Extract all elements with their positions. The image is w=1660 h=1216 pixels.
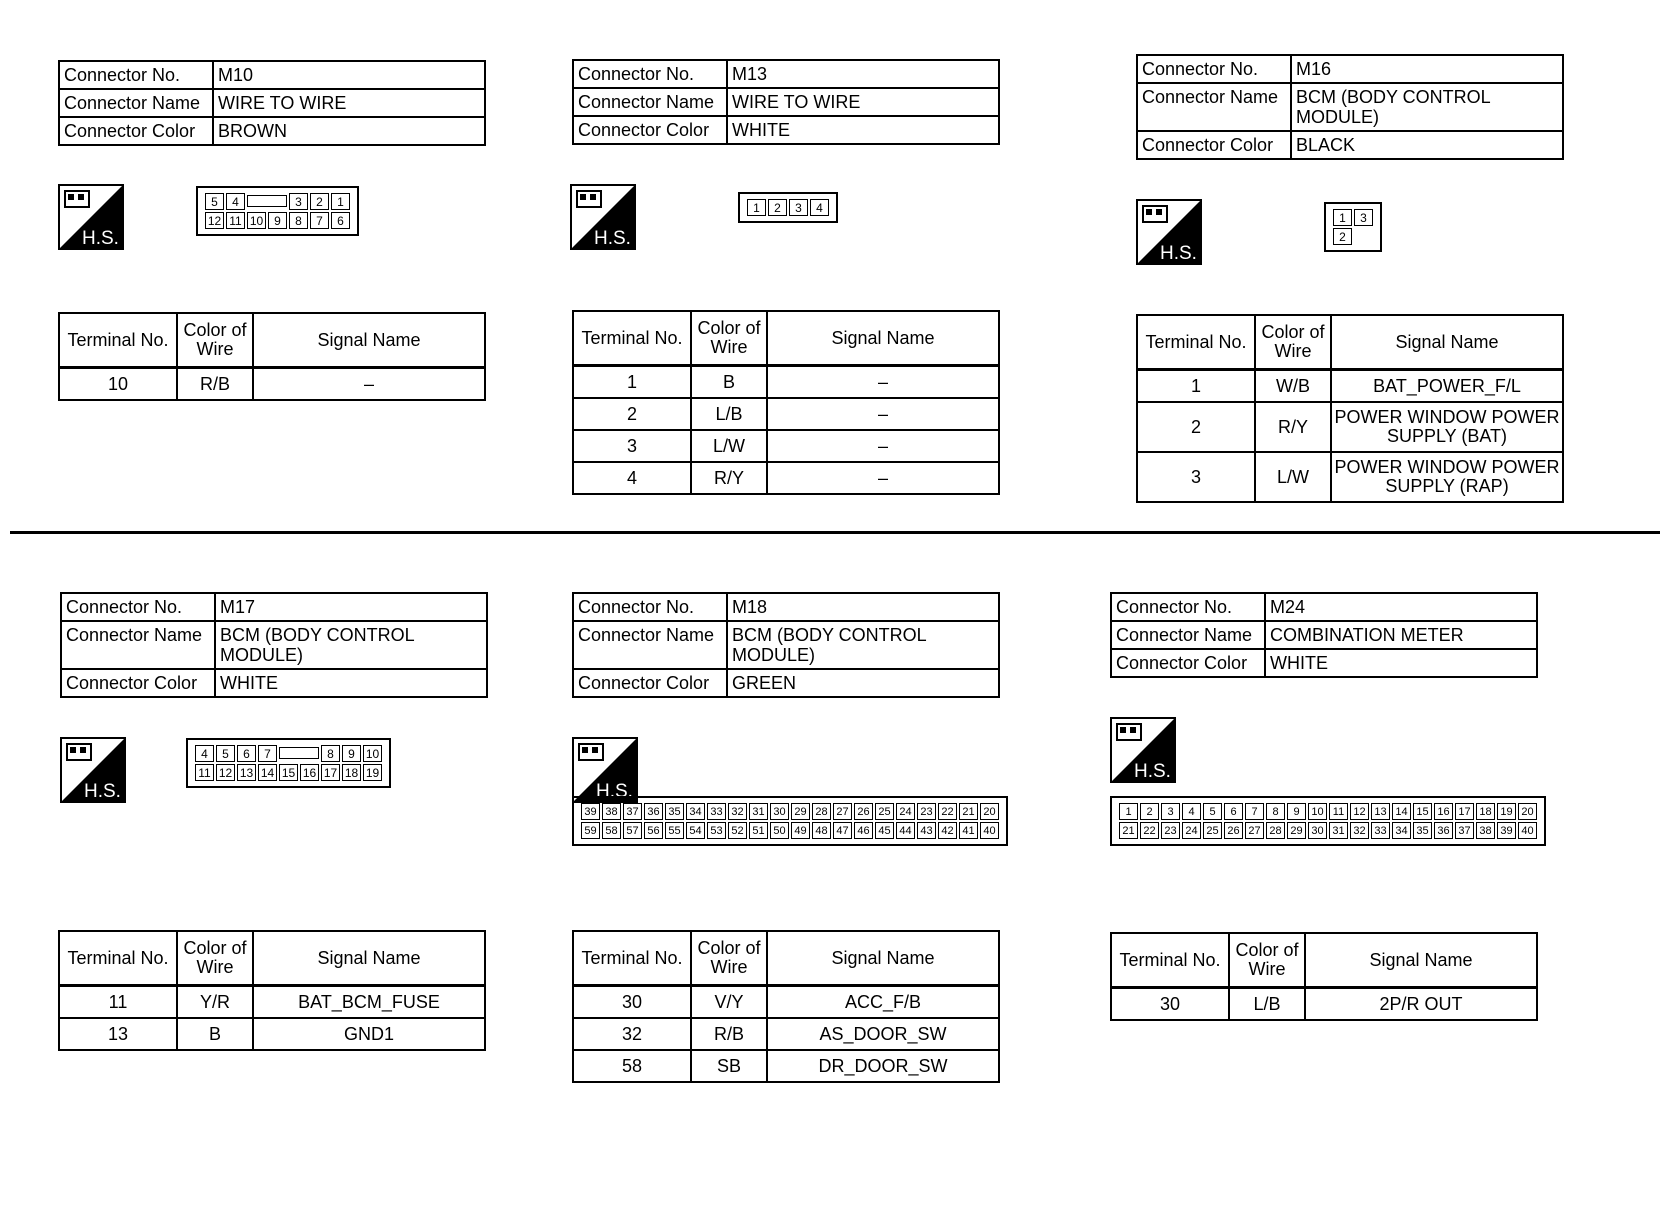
pin: 20 bbox=[980, 803, 999, 820]
wire-color: L/B bbox=[691, 398, 767, 430]
wire-color: R/B bbox=[691, 1018, 767, 1050]
pin: 55 bbox=[665, 822, 684, 839]
pin: 13 bbox=[1371, 803, 1390, 820]
pin: 10 bbox=[247, 212, 266, 229]
connector-color-label: Connector Color bbox=[61, 669, 215, 697]
pin: 2 bbox=[310, 193, 329, 210]
pin: 11 bbox=[226, 212, 245, 229]
svg-text:H.S.: H.S. bbox=[596, 781, 633, 802]
connector-no-value: M16 bbox=[1291, 55, 1563, 83]
pin: 6 bbox=[237, 745, 256, 762]
pin: 1 bbox=[1333, 209, 1352, 226]
connector-color-value: GREEN bbox=[727, 669, 999, 697]
pin: 1 bbox=[1119, 803, 1138, 820]
connector-name-value: COMBINATION METER bbox=[1265, 621, 1537, 649]
pin: 4 bbox=[1182, 803, 1201, 820]
pin: 29 bbox=[1287, 822, 1306, 839]
pin: 39 bbox=[581, 803, 600, 820]
pin: 27 bbox=[833, 803, 852, 820]
pin: 4 bbox=[810, 199, 829, 216]
wire-color-header: Color of Wire bbox=[691, 931, 767, 986]
pin: 8 bbox=[289, 212, 308, 229]
table-row bbox=[573, 462, 999, 494]
terminal-no-header: Terminal No. bbox=[573, 931, 691, 986]
hs-icon bbox=[572, 737, 638, 803]
wire-color-header: Color of Wire bbox=[1229, 933, 1305, 988]
hs-icon bbox=[1110, 717, 1176, 783]
connector-info-table bbox=[572, 592, 1000, 698]
pin: 14 bbox=[1392, 803, 1411, 820]
pin: 5 bbox=[1203, 803, 1222, 820]
connector-color-label: Connector Color bbox=[1111, 649, 1265, 677]
pin: 20 bbox=[1518, 803, 1537, 820]
pin: 5 bbox=[216, 745, 235, 762]
pin: 26 bbox=[1224, 822, 1243, 839]
pin: 3 bbox=[1354, 209, 1373, 226]
pin: 18 bbox=[342, 764, 361, 781]
connector-info-table bbox=[1110, 592, 1538, 678]
signal-name-header: Signal Name bbox=[1305, 933, 1537, 988]
pin: 28 bbox=[812, 803, 831, 820]
pin: 34 bbox=[686, 803, 705, 820]
table-row bbox=[573, 366, 999, 399]
pin: 22 bbox=[1140, 822, 1159, 839]
wire-color-header: Color of Wire bbox=[177, 313, 253, 368]
connector-color-label: Connector Color bbox=[59, 117, 213, 145]
pin: 12 bbox=[216, 764, 235, 781]
pin: 38 bbox=[1476, 822, 1495, 839]
pin: 14 bbox=[258, 764, 277, 781]
pin: 54 bbox=[686, 822, 705, 839]
terminal-table bbox=[572, 930, 1000, 1083]
signal-name: – bbox=[767, 430, 999, 462]
pin: 51 bbox=[749, 822, 768, 839]
pin: 9 bbox=[268, 212, 287, 229]
connector-no-value: M18 bbox=[727, 593, 999, 621]
pin: 4 bbox=[226, 193, 245, 210]
table-row bbox=[573, 1050, 999, 1082]
pin: 52 bbox=[728, 822, 747, 839]
pin: 5 bbox=[205, 193, 224, 210]
pin: 16 bbox=[1434, 803, 1453, 820]
signal-name-header: Signal Name bbox=[767, 931, 999, 986]
connector-no-value: M24 bbox=[1265, 593, 1537, 621]
pin: 59 bbox=[581, 822, 600, 839]
pin: 12 bbox=[205, 212, 224, 229]
pin: 28 bbox=[1266, 822, 1285, 839]
terminal-table bbox=[572, 310, 1000, 495]
pin: 46 bbox=[854, 822, 873, 839]
hs-icon bbox=[570, 184, 636, 250]
connector-name-label: Connector Name bbox=[1111, 621, 1265, 649]
signal-name: – bbox=[767, 398, 999, 430]
pin: 58 bbox=[602, 822, 621, 839]
wire-color: R/Y bbox=[1255, 402, 1331, 452]
signal-name: BAT_BCM_FUSE bbox=[253, 986, 485, 1019]
table-row bbox=[573, 1018, 999, 1050]
pin: 3 bbox=[1161, 803, 1180, 820]
pin: 49 bbox=[791, 822, 810, 839]
pin: 8 bbox=[321, 745, 340, 762]
terminal-table bbox=[1110, 932, 1538, 1021]
pin: 23 bbox=[917, 803, 936, 820]
terminal-no: 4 bbox=[573, 462, 691, 494]
signal-name: AS_DOOR_SW bbox=[767, 1018, 999, 1050]
svg-text:H.S.: H.S. bbox=[84, 781, 121, 802]
pin: 36 bbox=[1434, 822, 1453, 839]
table-row bbox=[1137, 370, 1563, 403]
pin: 12 bbox=[1350, 803, 1369, 820]
wire-color: V/Y bbox=[691, 986, 767, 1019]
wire-color: L/W bbox=[691, 430, 767, 462]
pin: 17 bbox=[321, 764, 340, 781]
terminal-no-header: Terminal No. bbox=[1137, 315, 1255, 370]
hs-icon bbox=[60, 737, 126, 803]
wire-color: Y/R bbox=[177, 986, 253, 1019]
pin: 2 bbox=[1140, 803, 1159, 820]
wire-color: L/B bbox=[1229, 988, 1305, 1021]
pin: 11 bbox=[195, 764, 214, 781]
terminal-no-header: Terminal No. bbox=[573, 311, 691, 366]
connector-no-label: Connector No. bbox=[59, 61, 213, 89]
connector-face bbox=[1110, 796, 1546, 846]
connector-name-label: Connector Name bbox=[573, 88, 727, 116]
pin: 30 bbox=[1308, 822, 1327, 839]
pin: 9 bbox=[1287, 803, 1306, 820]
svg-text:H.S.: H.S. bbox=[1134, 761, 1171, 782]
pin: 16 bbox=[300, 764, 319, 781]
terminal-no: 1 bbox=[573, 366, 691, 399]
pin: 31 bbox=[1329, 822, 1348, 839]
table-row bbox=[573, 986, 999, 1019]
connector-color-value: WHITE bbox=[1265, 649, 1537, 677]
signal-name-header: Signal Name bbox=[1331, 315, 1563, 370]
signal-name-header: Signal Name bbox=[767, 311, 999, 366]
connector-no-label: Connector No. bbox=[573, 593, 727, 621]
connector-no-value: M10 bbox=[213, 61, 485, 89]
pin: 15 bbox=[1413, 803, 1432, 820]
wire-color: B bbox=[691, 366, 767, 399]
svg-text:H.S.: H.S. bbox=[1160, 243, 1197, 264]
pin: 37 bbox=[1455, 822, 1474, 839]
connector-color-value: WHITE bbox=[727, 116, 999, 144]
pin: 17 bbox=[1455, 803, 1474, 820]
wire-color: W/B bbox=[1255, 370, 1331, 403]
pin: 45 bbox=[875, 822, 894, 839]
connector-info-table bbox=[1136, 54, 1564, 160]
connector-no-value: M17 bbox=[215, 593, 487, 621]
connector-color-label: Connector Color bbox=[573, 116, 727, 144]
signal-name: GND1 bbox=[253, 1018, 485, 1050]
pin: 24 bbox=[896, 803, 915, 820]
connector-name-value: BCM (BODY CONTROL MODULE) bbox=[215, 621, 487, 669]
signal-name: BAT_POWER_F/L bbox=[1331, 370, 1563, 403]
pin: 31 bbox=[749, 803, 768, 820]
pin: 19 bbox=[363, 764, 382, 781]
wire-color: L/W bbox=[1255, 452, 1331, 502]
pin: 7 bbox=[1245, 803, 1264, 820]
connector-face bbox=[738, 192, 838, 223]
table-row bbox=[573, 430, 999, 462]
signal-name-header: Signal Name bbox=[253, 931, 485, 986]
table-row bbox=[59, 986, 485, 1019]
terminal-no-header: Terminal No. bbox=[59, 313, 177, 368]
pin: 8 bbox=[1266, 803, 1285, 820]
pin: 10 bbox=[1308, 803, 1327, 820]
pin: 3 bbox=[789, 199, 808, 216]
connector-name-label: Connector Name bbox=[61, 621, 215, 669]
terminal-table bbox=[58, 930, 486, 1051]
pin: 41 bbox=[959, 822, 978, 839]
pin: 50 bbox=[770, 822, 789, 839]
wire-color: R/Y bbox=[691, 462, 767, 494]
pin: 25 bbox=[875, 803, 894, 820]
pin: 1 bbox=[331, 193, 350, 210]
connector-color-value: WHITE bbox=[215, 669, 487, 697]
terminal-no: 30 bbox=[573, 986, 691, 1019]
pin: 35 bbox=[1413, 822, 1432, 839]
pin: 24 bbox=[1182, 822, 1201, 839]
pin: 27 bbox=[1245, 822, 1264, 839]
pin: 18 bbox=[1476, 803, 1495, 820]
terminal-no: 13 bbox=[59, 1018, 177, 1050]
pin: 38 bbox=[602, 803, 621, 820]
pin: 6 bbox=[331, 212, 350, 229]
pin: 26 bbox=[854, 803, 873, 820]
connector-name-value: BCM (BODY CONTROL MODULE) bbox=[727, 621, 999, 669]
terminal-no: 2 bbox=[1137, 402, 1255, 452]
table-row bbox=[573, 398, 999, 430]
signal-name: 2P/R OUT bbox=[1305, 988, 1537, 1021]
signal-name: ACC_F/B bbox=[767, 986, 999, 1019]
pin: 43 bbox=[917, 822, 936, 839]
terminal-no: 30 bbox=[1111, 988, 1229, 1021]
hs-icon bbox=[58, 184, 124, 250]
connector-no-label: Connector No. bbox=[1111, 593, 1265, 621]
pin: 9 bbox=[342, 745, 361, 762]
connector-name-value: WIRE TO WIRE bbox=[727, 88, 999, 116]
pin bbox=[279, 747, 319, 759]
pin: 11 bbox=[1329, 803, 1348, 820]
connector-no-label: Connector No. bbox=[61, 593, 215, 621]
terminal-no: 1 bbox=[1137, 370, 1255, 403]
connector-face bbox=[572, 796, 1008, 846]
pin: 21 bbox=[959, 803, 978, 820]
pin: 32 bbox=[1350, 822, 1369, 839]
signal-name-header: Signal Name bbox=[253, 313, 485, 368]
wire-color-header: Color of Wire bbox=[1255, 315, 1331, 370]
pin: 33 bbox=[707, 803, 726, 820]
connector-color-label: Connector Color bbox=[573, 669, 727, 697]
terminal-no: 10 bbox=[59, 368, 177, 401]
connector-no-value: M13 bbox=[727, 60, 999, 88]
connector-name-label: Connector Name bbox=[573, 621, 727, 669]
pin: 22 bbox=[938, 803, 957, 820]
wire-color: SB bbox=[691, 1050, 767, 1082]
svg-text:H.S.: H.S. bbox=[82, 228, 119, 249]
terminal-no: 2 bbox=[573, 398, 691, 430]
connector-no-label: Connector No. bbox=[573, 60, 727, 88]
connector-info-table bbox=[572, 59, 1000, 145]
connector-name-value: WIRE TO WIRE bbox=[213, 89, 485, 117]
table-row bbox=[1137, 402, 1563, 452]
pin: 42 bbox=[938, 822, 957, 839]
pin: 4 bbox=[195, 745, 214, 762]
terminal-no: 3 bbox=[1137, 452, 1255, 502]
section-divider bbox=[10, 531, 1660, 534]
terminal-no-header: Terminal No. bbox=[59, 931, 177, 986]
table-row bbox=[1111, 988, 1537, 1021]
connector-name-label: Connector Name bbox=[59, 89, 213, 117]
pin: 15 bbox=[279, 764, 298, 781]
pin: 29 bbox=[791, 803, 810, 820]
pin: 25 bbox=[1203, 822, 1222, 839]
pin: 6 bbox=[1224, 803, 1243, 820]
terminal-no-header: Terminal No. bbox=[1111, 933, 1229, 988]
pin: 21 bbox=[1119, 822, 1138, 839]
pin: 40 bbox=[980, 822, 999, 839]
terminal-table bbox=[58, 312, 486, 401]
connector-name-label: Connector Name bbox=[1137, 83, 1291, 131]
pin: 56 bbox=[644, 822, 663, 839]
pin: 33 bbox=[1371, 822, 1390, 839]
pin: 10 bbox=[363, 745, 382, 762]
wire-color: R/B bbox=[177, 368, 253, 401]
terminal-no: 3 bbox=[573, 430, 691, 462]
table-row bbox=[59, 368, 485, 401]
pin: 19 bbox=[1497, 803, 1516, 820]
pin: 32 bbox=[728, 803, 747, 820]
connector-face bbox=[186, 738, 391, 788]
signal-name: POWER WINDOW POWER SUPPLY (BAT) bbox=[1331, 402, 1563, 452]
connector-name-value: BCM (BODY CONTROL MODULE) bbox=[1291, 83, 1563, 131]
pin: 23 bbox=[1161, 822, 1180, 839]
signal-name: POWER WINDOW POWER SUPPLY (RAP) bbox=[1331, 452, 1563, 502]
hs-icon bbox=[1136, 199, 1202, 265]
signal-name: – bbox=[253, 368, 485, 401]
signal-name: – bbox=[767, 462, 999, 494]
pin: 2 bbox=[768, 199, 787, 216]
svg-text:H.S.: H.S. bbox=[594, 228, 631, 249]
pin: 37 bbox=[623, 803, 642, 820]
pin: 34 bbox=[1392, 822, 1411, 839]
signal-name: DR_DOOR_SW bbox=[767, 1050, 999, 1082]
pin: 13 bbox=[237, 764, 256, 781]
terminal-no: 58 bbox=[573, 1050, 691, 1082]
terminal-table bbox=[1136, 314, 1564, 503]
wire-color: B bbox=[177, 1018, 253, 1050]
pin: 3 bbox=[289, 193, 308, 210]
pin: 35 bbox=[665, 803, 684, 820]
connector-face bbox=[1324, 202, 1382, 252]
pin: 48 bbox=[812, 822, 831, 839]
pin: 57 bbox=[623, 822, 642, 839]
connector-no-label: Connector No. bbox=[1137, 55, 1291, 83]
pin: 1 bbox=[747, 199, 766, 216]
pin: 39 bbox=[1497, 822, 1516, 839]
wire-color-header: Color of Wire bbox=[177, 931, 253, 986]
pin: 36 bbox=[644, 803, 663, 820]
pin: 2 bbox=[1333, 228, 1352, 245]
pin: 40 bbox=[1518, 822, 1537, 839]
pin: 7 bbox=[310, 212, 329, 229]
connector-color-value: BROWN bbox=[213, 117, 485, 145]
pin: 47 bbox=[833, 822, 852, 839]
table-row bbox=[1137, 452, 1563, 502]
pin: 7 bbox=[258, 745, 277, 762]
pin: 30 bbox=[770, 803, 789, 820]
terminal-no: 32 bbox=[573, 1018, 691, 1050]
connector-color-value: BLACK bbox=[1291, 131, 1563, 159]
pin bbox=[247, 195, 287, 207]
terminal-no: 11 bbox=[59, 986, 177, 1019]
connector-info-table bbox=[58, 60, 486, 146]
connector-face bbox=[196, 186, 359, 236]
pin: 53 bbox=[707, 822, 726, 839]
signal-name: – bbox=[767, 366, 999, 399]
pin: 44 bbox=[896, 822, 915, 839]
connector-color-label: Connector Color bbox=[1137, 131, 1291, 159]
table-row bbox=[59, 1018, 485, 1050]
wire-color-header: Color of Wire bbox=[691, 311, 767, 366]
connector-info-table bbox=[60, 592, 488, 698]
